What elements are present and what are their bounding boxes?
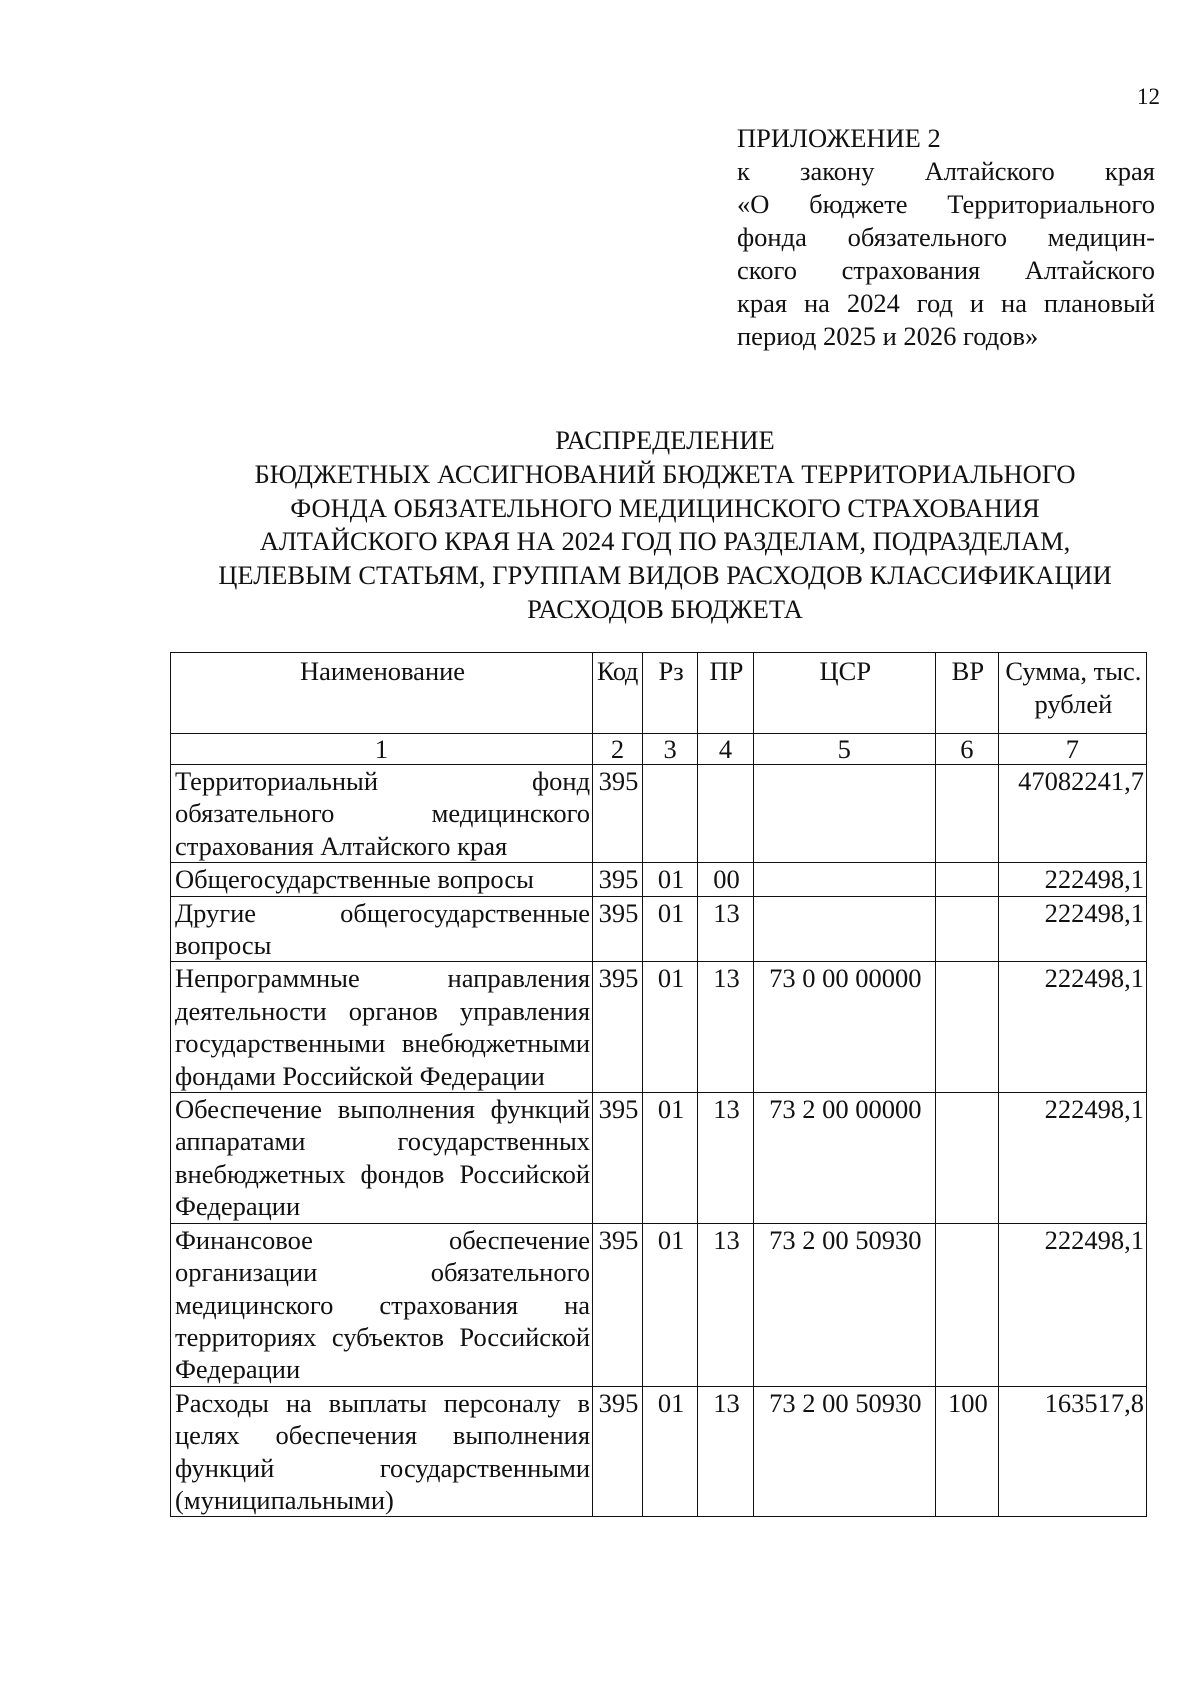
appendix-block — [737, 122, 1155, 353]
cell-sum: 222498,1 — [998, 962, 1146, 1093]
cell-rz: 01 — [642, 1093, 697, 1224]
cell-pr: 00 — [698, 863, 753, 896]
cell-kod: 395 — [593, 863, 643, 896]
cell-rz: 01 — [642, 863, 697, 896]
cell-sum: 222498,1 — [998, 1223, 1146, 1386]
cell-name: Другие общегосударственные вопросы — [171, 896, 593, 962]
cell-csr: 73 0 00 00000 — [753, 962, 935, 1093]
page-number: 12 — [1137, 84, 1160, 109]
cell-rz: 01 — [642, 962, 697, 1093]
table-row — [171, 962, 1147, 1093]
cell-rz — [642, 765, 697, 863]
appendix-line: края на 2024 год и на плановый — [737, 288, 1155, 318]
cell-vr — [935, 962, 998, 1093]
appendix-line: период 2025 и 2026 годов» — [737, 321, 1039, 351]
cell-pr: 13 — [698, 1223, 753, 1386]
cell-kod: 395 — [593, 962, 643, 1093]
heading-line: БЮДЖЕТНЫХ АССИГНОВАНИЙ БЮДЖЕТА ТЕРРИТОРИАЛЬНОГО — [254, 458, 1076, 489]
heading-line: ФОНДА ОБЯЗАТЕЛЬНОГО МЕДИЦИНСКОГО СТРАХОВАНИЯ — [290, 492, 1040, 523]
cell-vr: 100 — [935, 1386, 998, 1517]
column-number: 1 — [171, 734, 593, 765]
appendix-line: «О бюджете Территориального — [737, 189, 1155, 219]
cell-vr — [935, 863, 998, 896]
cell-csr: 73 2 00 00000 — [753, 1093, 935, 1224]
cell-sum: 47082241,7 — [998, 765, 1146, 863]
cell-name: Обеспечение выполнения функций аппаратами государственных внебюджетных фондов Российской Федерации — [171, 1093, 593, 1224]
cell-kod: 395 — [593, 1223, 643, 1386]
table-header-row — [171, 653, 1147, 734]
column-number: 2 — [593, 734, 643, 765]
header-kod: Код — [593, 653, 643, 734]
table-row — [171, 765, 1147, 863]
cell-sum: 163517,8 — [998, 1386, 1146, 1517]
column-number: 4 — [698, 734, 753, 765]
appendix-line: фонда обязательного медицин- — [737, 222, 1155, 252]
cell-pr: 13 — [698, 962, 753, 1093]
header-name: Наименование — [171, 653, 593, 734]
header-sum: Сумма, тыс. рублей — [998, 653, 1146, 734]
cell-rz: 01 — [642, 1223, 697, 1386]
cell-pr: 13 — [698, 1386, 753, 1517]
heading-line: РАСХОДОВ БЮДЖЕТА — [527, 593, 803, 624]
cell-kod: 395 — [593, 765, 643, 863]
heading-line: ЦЕЛЕВЫМ СТАТЬЯМ, ГРУППАМ ВИДОВ РАСХОДОВ КЛАССИФИКАЦИИ — [218, 560, 1112, 591]
cell-rz: 01 — [642, 896, 697, 962]
cell-name: Расходы на выплаты персоналу в целях обеспечения выполнения функций государственными (муниципальными) — [171, 1386, 593, 1517]
table-row — [171, 863, 1147, 896]
heading-line: АЛТАЙСКОГО КРАЯ НА 2024 ГОД ПО РАЗДЕЛАМ, ПОДРАЗДЕЛАМ, — [259, 526, 1071, 557]
column-number: 6 — [935, 734, 998, 765]
header-rz: Рз — [642, 653, 697, 734]
cell-csr — [753, 863, 935, 896]
cell-csr — [753, 896, 935, 962]
cell-csr — [753, 765, 935, 863]
appendix-line: к закону Алтайского края — [737, 156, 1155, 186]
cell-pr: 13 — [698, 896, 753, 962]
heading-line: РАСПРЕДЕЛЕНИЕ — [555, 425, 775, 455]
header-pr: ПР — [698, 653, 753, 734]
document-heading — [150, 424, 1180, 627]
appendix-title: ПРИЛОЖЕНИЕ 2 — [737, 123, 941, 153]
cell-csr: 73 2 00 50930 — [753, 1386, 935, 1517]
cell-vr — [935, 896, 998, 962]
table-row — [171, 1223, 1147, 1386]
column-number: 7 — [998, 734, 1146, 765]
cell-pr: 13 — [698, 1093, 753, 1224]
cell-name: Территориальный фонд обязательного медицинского страхования Алтайского края — [171, 765, 593, 863]
cell-name: Общегосударственные вопросы — [171, 863, 593, 896]
cell-kod: 395 — [593, 1386, 643, 1517]
cell-name: Финансовое обеспечение организации обязательного медицинского страхования на территориях субъектов Российской Федерации — [171, 1223, 593, 1386]
column-number: 5 — [753, 734, 935, 765]
cell-name: Непрограммные направления деятельности органов управления государственными внебюджетными фондами Российской Федерации — [171, 962, 593, 1093]
cell-sum: 222498,1 — [998, 896, 1146, 962]
column-number: 3 — [642, 734, 697, 765]
header-vr: ВР — [935, 653, 998, 734]
cell-kod: 395 — [593, 896, 643, 962]
cell-vr — [935, 1223, 998, 1386]
cell-sum: 222498,1 — [998, 863, 1146, 896]
cell-kod: 395 — [593, 1093, 643, 1224]
table-row — [171, 1093, 1147, 1224]
cell-pr — [698, 765, 753, 863]
table-row — [171, 896, 1147, 962]
cell-sum: 222498,1 — [998, 1093, 1146, 1224]
appendix-line: ского страхования Алтайского — [737, 255, 1155, 285]
cell-csr: 73 2 00 50930 — [753, 1223, 935, 1386]
cell-vr — [935, 765, 998, 863]
cell-rz: 01 — [642, 1386, 697, 1517]
budget-table — [170, 652, 1147, 1517]
header-csr: ЦСР — [753, 653, 935, 734]
cell-vr — [935, 1093, 998, 1224]
column-numbers-row — [171, 734, 1147, 765]
table-row — [171, 1386, 1147, 1517]
